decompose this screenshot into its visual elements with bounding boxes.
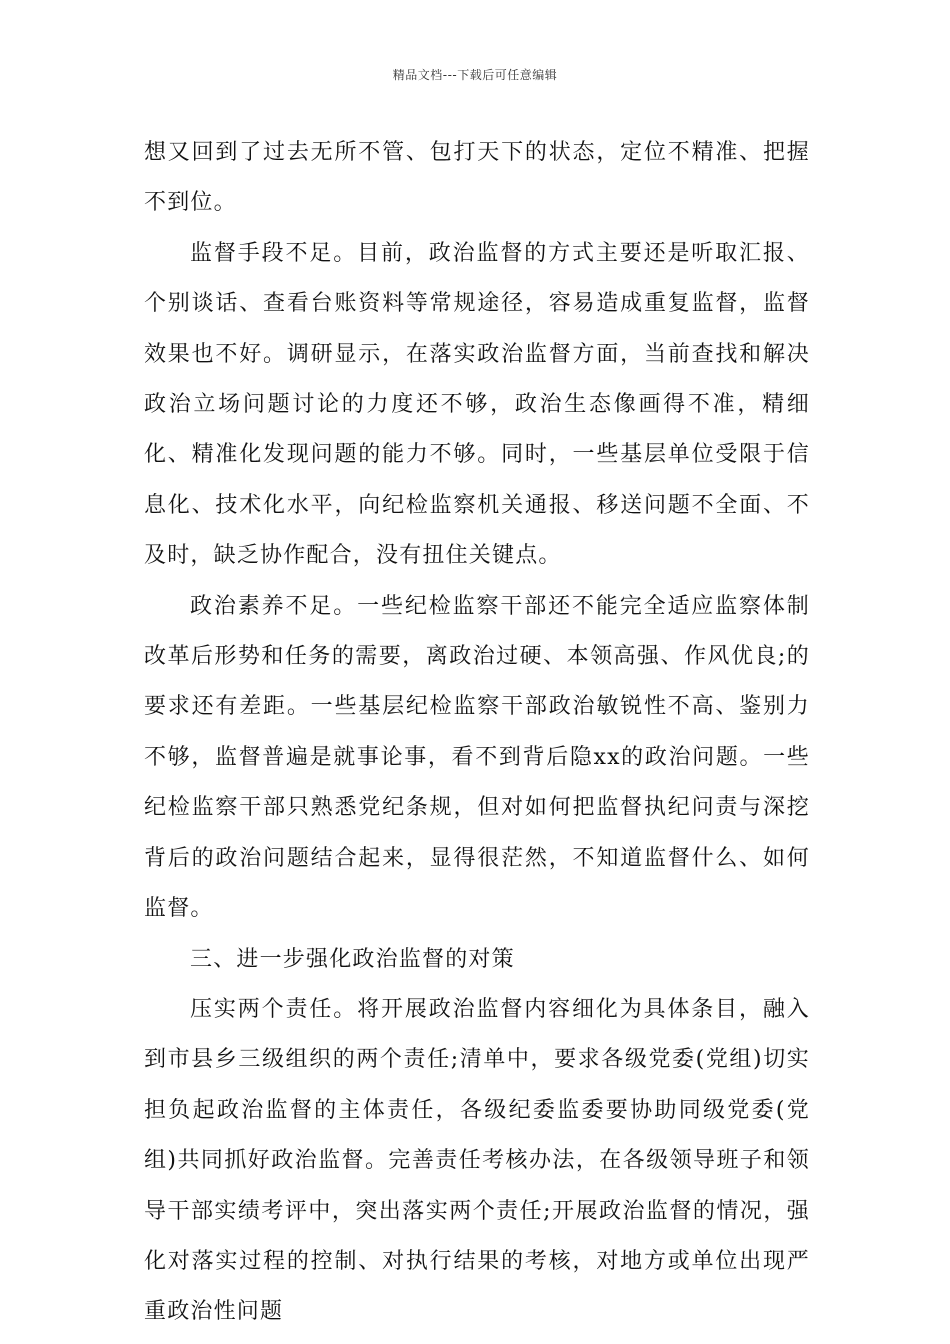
paragraph-continuation: 想又回到了过去无所不管、包打天下的状态，定位不精准、把握不到位。 xyxy=(144,140,810,216)
paragraph-supervision-means: 监督手段不足。目前，政治监督的方式主要还是听取汇报、个别谈话、查看台账资料等常规途径，容易造成重复监督，监督效果也不好。调研显示，在落实政治监督方面，当前查找和解决政治立场问题讨论的力度还不够，政治生态像画得不准，精细化、精准化发现问题的能力不够。同时，一些基层单位受限于信息化、技术化水平，向纪检监察机关通报、移送问题不全面、不及时，缺乏协作配合，没有扭住关键点。 xyxy=(144,240,810,569)
paragraph-political-literacy: 政治素养不足。一些纪检监察干部还不能完全适应监察体制改革后形势和任务的需要，离政治过硬、本领高强、作风优良;的要求还有差距。一些基层纪检监察干部政治敏锐性不高、鉴别力不够，监督普遍是就事论事，看不到背后隐xx的政治问题。一些纪检监察干部只熟悉党纪条规，但对如何把监督执纪问责与深挖背后的政治问题结合起来，显得很茫然，不知道监督什么、如何监督。 xyxy=(144,593,810,922)
page-header: 精品文档---下载后可任意编辑 xyxy=(392,68,558,82)
section-heading-countermeasures: 三、进一步强化政治监督的对策 xyxy=(190,946,515,972)
paragraph-two-responsibilities: 压实两个责任。将开展政治监督内容细化为具体条目，融入到市县乡三级组织的两个责任;清单中，要求各级党委(党组)切实担负起政治监督的主体责任，各级纪委监委要协助同级党委(党组)共同抓好政治监督。完善责任考核办法，在各级领导班子和领导干部实绩考评中，突出落实两个责任;开展政治监督的情况，强化对落实过程的控制、对执行结果的考核，对地方或单位出现严重政治性问题 xyxy=(144,996,810,1325)
document-body xyxy=(144,128,810,1338)
